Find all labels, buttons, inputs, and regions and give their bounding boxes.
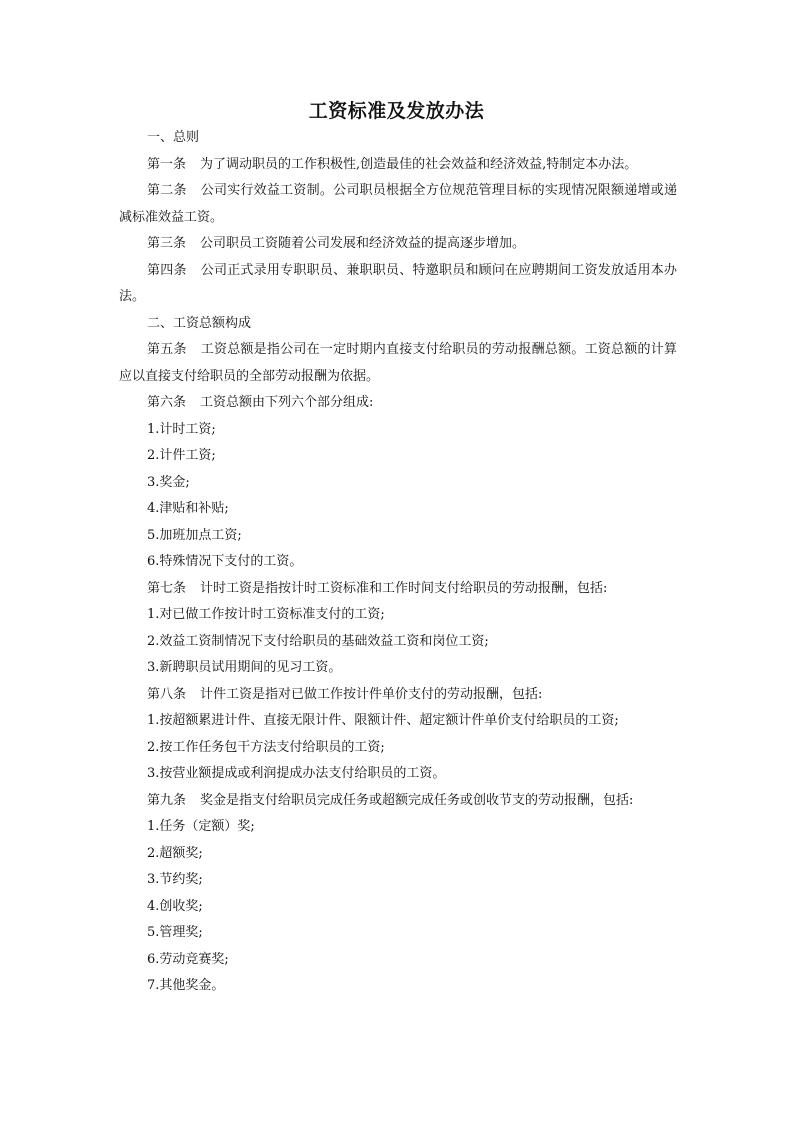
article-number: 第八条 xyxy=(147,686,187,702)
article-text: 工资总额由下列六个部分组成: xyxy=(200,395,374,410)
article-text: 为了调动职员的工作积极性,创造最佳的社会效益和经济效益,特制定本办法。 xyxy=(200,156,638,172)
document-title: 工资标准及发放办法 xyxy=(308,100,485,122)
article-7 xyxy=(119,576,677,603)
article-text: 公司正式录用专职职员、兼职职员、特邀职员和顾问在应聘期间工资发放适用本办法。 xyxy=(119,262,677,304)
article-8 xyxy=(119,682,677,709)
article-5 xyxy=(119,337,677,390)
list-item: 2.超额奖; xyxy=(147,845,203,861)
list-item: 3.节约奖; xyxy=(147,872,203,887)
list-item: 5.管理奖; xyxy=(147,925,203,940)
list-item: 5.加班加点工资; xyxy=(147,527,242,543)
section-heading-wage-composition: 二、工资总额构成 xyxy=(147,315,252,331)
article-4 xyxy=(119,258,677,311)
article-text: 计时工资是指按计时工资标准和工作时间支付给职员的劳动报酬，包括: xyxy=(200,580,608,596)
list-item: 1.计时工资; xyxy=(147,421,216,437)
list-item: 4.创收奖; xyxy=(147,898,203,914)
list-item: 6.特殊情况下支付的工资。 xyxy=(147,554,303,569)
article-number: 第六条 xyxy=(147,395,187,410)
list-item: 1.按超额累进计件、直接无限计件、限额计件、超定额计件单价支付给职员的工资; xyxy=(147,713,619,728)
article-3 xyxy=(119,231,677,258)
list-item: 3.按营业额提成或利润提成办法支付给职员的工资。 xyxy=(147,766,446,781)
article-number: 第二条 xyxy=(147,183,187,198)
list-item: 6.劳动竞赛奖; xyxy=(147,951,229,967)
article-text: 工资总额是指公司在一定时期内直接支付给职员的劳动报酬总额。工资总额的计算应以直接支付给职员的全部劳动报酬为依据。 xyxy=(119,342,677,384)
article-text: 奖金是指支付给职员完成任务或超额完成任务或创收节支的劳动报酬，包括: xyxy=(200,792,634,808)
list-item: 7.其他奖金。 xyxy=(147,978,225,993)
list-item: 1.对已做工作按计时工资标准支付的工资; xyxy=(147,607,385,622)
article-number: 第七条 xyxy=(147,580,187,596)
document-body xyxy=(119,125,677,1000)
list-item: 2.效益工资制情况下支付给职员的基础效益工资和岗位工资; xyxy=(147,633,489,649)
article-9 xyxy=(119,788,677,815)
article-2 xyxy=(119,178,677,231)
article-6 xyxy=(119,390,677,417)
article-text: 计件工资是指对已做工作按计件单价支付的劳动报酬，包括: xyxy=(200,686,543,702)
article-number: 第五条 xyxy=(147,342,187,357)
list-item: 2.按工作任务包干方法支付给职员的工资; xyxy=(147,739,385,755)
list-item: 1.任务（定额）奖; xyxy=(147,819,255,834)
list-item: 4.津贴和补贴; xyxy=(147,501,229,516)
article-number: 第三条 xyxy=(147,236,187,251)
article-number: 第四条 xyxy=(147,262,187,278)
article-number: 第九条 xyxy=(147,792,187,808)
list-item: 3.新聘职员试用期间的见习工资。 xyxy=(147,660,342,675)
article-text: 公司职员工资随着公司发展和经济效益的提高逐步增加。 xyxy=(200,236,526,251)
list-item: 3.奖金; xyxy=(147,474,190,490)
article-text: 公司实行效益工资制。公司职员根据全方位规范管理目标的实现情况限额递增或递减标准效益工资。 xyxy=(119,183,677,225)
article-1 xyxy=(119,152,677,179)
article-number: 第一条 xyxy=(147,156,187,172)
list-item: 2.计件工资; xyxy=(147,448,216,463)
section-heading-general: 一、总则 xyxy=(147,130,200,145)
